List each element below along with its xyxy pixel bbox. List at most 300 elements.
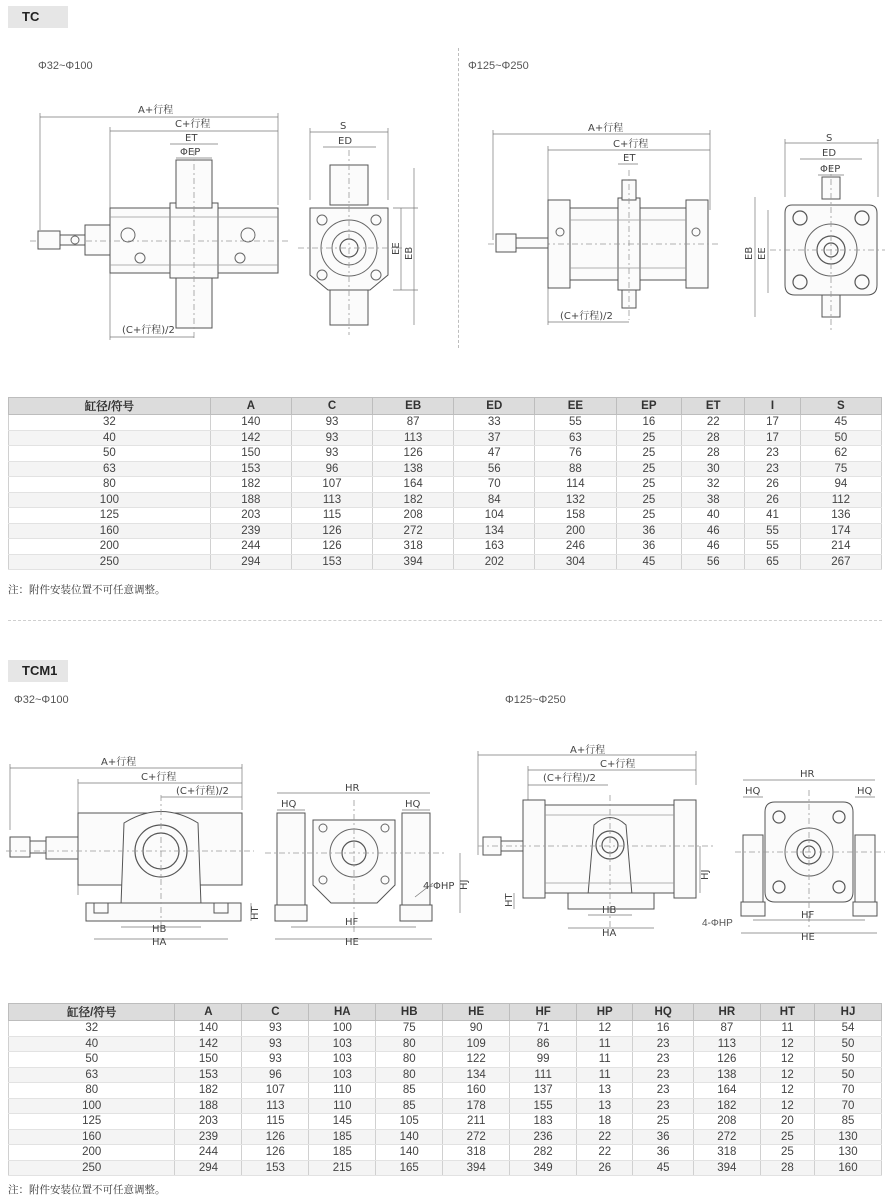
table-cell: 153 bbox=[175, 1067, 242, 1083]
table-row bbox=[9, 554, 882, 570]
table-cell: 75 bbox=[800, 461, 881, 477]
table-cell: 80 bbox=[9, 1083, 175, 1099]
table-cell: 103 bbox=[309, 1036, 376, 1052]
table-cell: 112 bbox=[800, 492, 881, 508]
dim-c-stroke-half-large: (C+行程)/2 bbox=[560, 311, 613, 322]
table-cell: 84 bbox=[454, 492, 535, 508]
table-cell: 16 bbox=[633, 1021, 694, 1037]
table-cell: 85 bbox=[815, 1114, 882, 1130]
table-cell: 214 bbox=[800, 539, 881, 555]
table-cell: 349 bbox=[510, 1160, 577, 1176]
table-cell: 40 bbox=[682, 508, 745, 524]
table-cell: 30 bbox=[682, 461, 745, 477]
tcm1-dim-c-stroke-half-large: (C+行程)/2 bbox=[543, 773, 596, 784]
table-cell: 185 bbox=[309, 1145, 376, 1161]
tc-small-end-view bbox=[298, 120, 428, 340]
table-row bbox=[9, 539, 882, 555]
tcm1-dim-c-stroke: C+行程 bbox=[141, 772, 177, 783]
table-cell: 25 bbox=[616, 477, 682, 493]
table-cell: 25 bbox=[616, 461, 682, 477]
table-cell: 25 bbox=[616, 492, 682, 508]
table-cell: 96 bbox=[242, 1067, 309, 1083]
table-cell: 182 bbox=[373, 492, 454, 508]
table-cell: 394 bbox=[373, 554, 454, 570]
table-cell: 76 bbox=[535, 446, 616, 462]
table-cell: 155 bbox=[510, 1098, 577, 1114]
table-cell: 32 bbox=[682, 477, 745, 493]
tcm1-dim-he: HE bbox=[345, 937, 359, 948]
table-row bbox=[9, 1036, 882, 1052]
table-header-cell: HA bbox=[309, 1004, 376, 1021]
table-cell: 110 bbox=[309, 1098, 376, 1114]
table-cell: 55 bbox=[535, 415, 616, 431]
table-cell: 122 bbox=[443, 1052, 510, 1068]
table-row bbox=[9, 1114, 882, 1130]
table-cell: 126 bbox=[373, 446, 454, 462]
table-cell: 104 bbox=[454, 508, 535, 524]
table-header-cell: EP bbox=[616, 398, 682, 415]
table-cell: 153 bbox=[291, 554, 372, 570]
table-cell: 250 bbox=[9, 554, 211, 570]
table-cell: 200 bbox=[9, 539, 211, 555]
table-cell: 23 bbox=[745, 446, 800, 462]
table-cell: 165 bbox=[376, 1160, 443, 1176]
table-row bbox=[9, 1021, 882, 1037]
table-cell: 126 bbox=[242, 1145, 309, 1161]
table-row bbox=[9, 461, 882, 477]
table-cell: 11 bbox=[577, 1052, 633, 1068]
table-header-cell: HT bbox=[760, 1004, 814, 1021]
table-cell: 93 bbox=[242, 1021, 309, 1037]
table-cell: 134 bbox=[454, 523, 535, 539]
dim-s-large: S bbox=[826, 133, 833, 144]
table-cell: 16 bbox=[616, 415, 682, 431]
table-row bbox=[9, 1145, 882, 1161]
dim-s: S bbox=[340, 121, 347, 132]
tcm1-large-side-view bbox=[478, 745, 718, 945]
table-cell: 85 bbox=[376, 1083, 443, 1099]
table-cell: 174 bbox=[800, 523, 881, 539]
table-header-cell: 缸径/符号 bbox=[9, 398, 211, 415]
table-cell: 142 bbox=[175, 1036, 242, 1052]
table-header-cell: EB bbox=[373, 398, 454, 415]
table-row bbox=[9, 1052, 882, 1068]
tcm1-dim-hf-large: HF bbox=[801, 910, 815, 921]
tcm1-dim-a-stroke: A+行程 bbox=[101, 757, 137, 768]
table-row bbox=[9, 446, 882, 462]
table-cell: 93 bbox=[291, 446, 372, 462]
table-cell: 272 bbox=[373, 523, 454, 539]
table-cell: 80 bbox=[376, 1036, 443, 1052]
table-cell: 28 bbox=[760, 1160, 814, 1176]
table-cell: 246 bbox=[535, 539, 616, 555]
table-cell: 22 bbox=[577, 1145, 633, 1161]
table-cell: 394 bbox=[693, 1160, 760, 1176]
table-cell: 45 bbox=[616, 554, 682, 570]
table-cell: 239 bbox=[210, 523, 291, 539]
table-cell: 11 bbox=[577, 1036, 633, 1052]
table-cell: 107 bbox=[291, 477, 372, 493]
dim-eb: EB bbox=[404, 246, 415, 260]
table-cell: 145 bbox=[309, 1114, 376, 1130]
table-cell: 12 bbox=[760, 1052, 814, 1068]
tc-spec-table bbox=[8, 397, 882, 570]
table-cell: 11 bbox=[760, 1021, 814, 1037]
tcm1-small-side-view bbox=[6, 755, 261, 955]
table-cell: 56 bbox=[454, 461, 535, 477]
table-cell: 160 bbox=[443, 1083, 510, 1099]
table-cell: 25 bbox=[616, 508, 682, 524]
dim-ed-large: ED bbox=[822, 148, 837, 159]
table-cell: 158 bbox=[535, 508, 616, 524]
table-row bbox=[9, 523, 882, 539]
table-cell: 87 bbox=[693, 1021, 760, 1037]
tcm1-dim-hp-large: 4-ΦHP bbox=[702, 918, 733, 929]
table-cell: 55 bbox=[745, 539, 800, 555]
table-cell: 160 bbox=[815, 1160, 882, 1176]
table-cell: 40 bbox=[9, 1036, 175, 1052]
table-cell: 137 bbox=[510, 1083, 577, 1099]
table-cell: 36 bbox=[616, 539, 682, 555]
table-cell: 70 bbox=[454, 477, 535, 493]
table-row bbox=[9, 477, 882, 493]
table-cell: 63 bbox=[9, 1067, 175, 1083]
table-cell: 113 bbox=[373, 430, 454, 446]
dim-ep: ΦEP bbox=[180, 147, 201, 158]
table-cell: 88 bbox=[535, 461, 616, 477]
table-cell: 80 bbox=[9, 477, 211, 493]
table-cell: 25 bbox=[760, 1129, 814, 1145]
dim-eb-large: EB bbox=[744, 246, 755, 260]
tc-large-side-view bbox=[488, 120, 718, 330]
table-cell: 93 bbox=[242, 1036, 309, 1052]
table-cell: 36 bbox=[616, 523, 682, 539]
table-cell: 45 bbox=[633, 1160, 694, 1176]
table-cell: 56 bbox=[682, 554, 745, 570]
tcm1-dim-ht-large: HT bbox=[504, 893, 515, 907]
table-cell: 87 bbox=[373, 415, 454, 431]
table-cell: 25 bbox=[616, 446, 682, 462]
table-cell: 50 bbox=[815, 1052, 882, 1068]
table-cell: 394 bbox=[443, 1160, 510, 1176]
table-header-cell: HJ bbox=[815, 1004, 882, 1021]
table-cell: 80 bbox=[376, 1052, 443, 1068]
table-cell: 85 bbox=[376, 1098, 443, 1114]
table-cell: 22 bbox=[577, 1129, 633, 1145]
table-cell: 50 bbox=[9, 446, 211, 462]
table-cell: 125 bbox=[9, 508, 211, 524]
table-header-cell: HP bbox=[577, 1004, 633, 1021]
table-cell: 125 bbox=[9, 1114, 175, 1130]
tcm1-small-end-view bbox=[265, 785, 480, 955]
tcm1-dim-hq: HQ bbox=[281, 799, 297, 810]
table-cell: 50 bbox=[815, 1036, 882, 1052]
table-cell: 50 bbox=[815, 1067, 882, 1083]
table-row bbox=[9, 492, 882, 508]
tcm1-range-label-large: Φ125~Φ250 bbox=[505, 694, 566, 706]
dim-c-stroke-half: (C+行程)/2 bbox=[122, 325, 175, 336]
table-cell: 32 bbox=[9, 1021, 175, 1037]
table-cell: 63 bbox=[9, 461, 211, 477]
table-cell: 140 bbox=[175, 1021, 242, 1037]
table-cell: 55 bbox=[745, 523, 800, 539]
table-cell: 62 bbox=[800, 446, 881, 462]
table-cell: 136 bbox=[800, 508, 881, 524]
tcm1-dim-hq-large-right: HQ bbox=[857, 786, 873, 797]
dim-et: ET bbox=[185, 133, 198, 144]
table-cell: 244 bbox=[175, 1145, 242, 1161]
divider-vertical bbox=[458, 48, 459, 348]
table-cell: 36 bbox=[633, 1129, 694, 1145]
range-label-large: Φ125~Φ250 bbox=[468, 60, 529, 72]
table-cell: 20 bbox=[760, 1114, 814, 1130]
table-cell: 267 bbox=[800, 554, 881, 570]
table-cell: 200 bbox=[535, 523, 616, 539]
table-cell: 23 bbox=[633, 1036, 694, 1052]
table-cell: 17 bbox=[745, 430, 800, 446]
table-cell: 37 bbox=[454, 430, 535, 446]
table-cell: 50 bbox=[9, 1052, 175, 1068]
divider-horizontal bbox=[8, 620, 882, 621]
table-cell: 45 bbox=[800, 415, 881, 431]
table-cell: 26 bbox=[745, 492, 800, 508]
table-cell: 115 bbox=[242, 1114, 309, 1130]
table-cell: 113 bbox=[693, 1036, 760, 1052]
table-cell: 109 bbox=[443, 1036, 510, 1052]
table-cell: 203 bbox=[210, 508, 291, 524]
table-cell: 40 bbox=[9, 430, 211, 446]
table-cell: 25 bbox=[760, 1145, 814, 1161]
table-cell: 138 bbox=[693, 1067, 760, 1083]
table-cell: 13 bbox=[577, 1098, 633, 1114]
table-cell: 65 bbox=[745, 554, 800, 570]
dim-ed: ED bbox=[338, 136, 353, 147]
table-cell: 75 bbox=[376, 1021, 443, 1037]
table-cell: 93 bbox=[242, 1052, 309, 1068]
table-header-cell: HQ bbox=[633, 1004, 694, 1021]
table-cell: 163 bbox=[454, 539, 535, 555]
range-label-small: Φ32~Φ100 bbox=[38, 60, 93, 72]
table-row bbox=[9, 1129, 882, 1145]
table-cell: 110 bbox=[309, 1083, 376, 1099]
table-cell: 13 bbox=[577, 1083, 633, 1099]
table-cell: 100 bbox=[309, 1021, 376, 1037]
table-header-cell: EE bbox=[535, 398, 616, 415]
table-cell: 38 bbox=[682, 492, 745, 508]
table-cell: 96 bbox=[291, 461, 372, 477]
tcm1-dim-c-stroke-large: C+行程 bbox=[600, 759, 636, 770]
section-title-tc: TC bbox=[8, 6, 68, 28]
tcm1-dim-hj-large: HJ bbox=[700, 869, 711, 880]
table-cell: 164 bbox=[373, 477, 454, 493]
dim-ee: EE bbox=[391, 242, 402, 255]
table-row bbox=[9, 1067, 882, 1083]
table-cell: 17 bbox=[745, 415, 800, 431]
table-cell: 80 bbox=[376, 1067, 443, 1083]
table-cell: 282 bbox=[510, 1145, 577, 1161]
table-cell: 93 bbox=[291, 415, 372, 431]
table-cell: 160 bbox=[9, 1129, 175, 1145]
tc-small-side-view bbox=[30, 95, 290, 345]
table-cell: 153 bbox=[242, 1160, 309, 1176]
dim-a-stroke: A+行程 bbox=[138, 105, 174, 116]
table-cell: 208 bbox=[693, 1114, 760, 1130]
tcm1-spec-table bbox=[8, 1003, 882, 1176]
table-header-cell: I bbox=[745, 398, 800, 415]
table-cell: 142 bbox=[210, 430, 291, 446]
table-header-cell: HB bbox=[376, 1004, 443, 1021]
table-cell: 28 bbox=[682, 446, 745, 462]
table-header-cell: A bbox=[210, 398, 291, 415]
table-header-cell: HR bbox=[693, 1004, 760, 1021]
table-cell: 46 bbox=[682, 539, 745, 555]
table-row bbox=[9, 1083, 882, 1099]
table-cell: 304 bbox=[535, 554, 616, 570]
table-cell: 12 bbox=[577, 1021, 633, 1037]
tcm1-dim-hq-large: HQ bbox=[745, 786, 761, 797]
dim-c-stroke: C+行程 bbox=[175, 119, 211, 130]
table-cell: 140 bbox=[376, 1145, 443, 1161]
dim-a-stroke-large: A+行程 bbox=[588, 123, 624, 134]
tc-large-end-view bbox=[740, 135, 885, 335]
table-cell: 140 bbox=[210, 415, 291, 431]
table-cell: 178 bbox=[443, 1098, 510, 1114]
table-row bbox=[9, 1098, 882, 1114]
table-cell: 103 bbox=[309, 1052, 376, 1068]
table-cell: 54 bbox=[815, 1021, 882, 1037]
table-cell: 126 bbox=[291, 539, 372, 555]
table-cell: 47 bbox=[454, 446, 535, 462]
table-cell: 12 bbox=[760, 1083, 814, 1099]
table-cell: 107 bbox=[242, 1083, 309, 1099]
table-cell: 71 bbox=[510, 1021, 577, 1037]
table-cell: 318 bbox=[443, 1145, 510, 1161]
table-cell: 22 bbox=[682, 415, 745, 431]
table-cell: 36 bbox=[633, 1145, 694, 1161]
tcm1-dim-hj: HJ bbox=[459, 879, 470, 890]
table-cell: 94 bbox=[800, 477, 881, 493]
table-cell: 208 bbox=[373, 508, 454, 524]
table-header-cell: S bbox=[800, 398, 881, 415]
table-cell: 294 bbox=[175, 1160, 242, 1176]
table-row bbox=[9, 1160, 882, 1176]
dim-c-stroke-large: C+行程 bbox=[613, 139, 649, 150]
table-cell: 23 bbox=[633, 1098, 694, 1114]
section-title-tcm1: TCM1 bbox=[8, 660, 68, 682]
table-cell: 182 bbox=[175, 1083, 242, 1099]
table-cell: 130 bbox=[815, 1145, 882, 1161]
tcm1-note: 注：附件安装位置不可任意调整。 bbox=[8, 1184, 166, 1196]
table-cell: 134 bbox=[443, 1067, 510, 1083]
table-cell: 46 bbox=[682, 523, 745, 539]
table-cell: 86 bbox=[510, 1036, 577, 1052]
table-header-cell: ET bbox=[682, 398, 745, 415]
table-header-cell: ED bbox=[454, 398, 535, 415]
table-cell: 132 bbox=[535, 492, 616, 508]
tcm1-dim-hp: 4-ΦHP bbox=[423, 881, 455, 892]
table-cell: 111 bbox=[510, 1067, 577, 1083]
table-cell: 93 bbox=[291, 430, 372, 446]
table-cell: 18 bbox=[577, 1114, 633, 1130]
table-cell: 202 bbox=[454, 554, 535, 570]
table-row bbox=[9, 430, 882, 446]
table-cell: 188 bbox=[175, 1098, 242, 1114]
table-header-cell: C bbox=[291, 398, 372, 415]
table-cell: 239 bbox=[175, 1129, 242, 1145]
table-cell: 272 bbox=[443, 1129, 510, 1145]
table-cell: 23 bbox=[745, 461, 800, 477]
table-cell: 26 bbox=[745, 477, 800, 493]
table-cell: 203 bbox=[175, 1114, 242, 1130]
table-cell: 11 bbox=[577, 1067, 633, 1083]
table-cell: 100 bbox=[9, 492, 211, 508]
table-cell: 23 bbox=[633, 1083, 694, 1099]
dim-ee-large: EE bbox=[757, 247, 768, 260]
table-header-cell: C bbox=[242, 1004, 309, 1021]
table-cell: 23 bbox=[633, 1067, 694, 1083]
tcm1-dim-hq-right: HQ bbox=[405, 799, 421, 810]
table-cell: 70 bbox=[815, 1083, 882, 1099]
table-cell: 63 bbox=[535, 430, 616, 446]
table-cell: 164 bbox=[693, 1083, 760, 1099]
table-cell: 25 bbox=[633, 1114, 694, 1130]
table-cell: 26 bbox=[577, 1160, 633, 1176]
dim-ep-large: ΦEP bbox=[820, 164, 841, 175]
table-cell: 130 bbox=[815, 1129, 882, 1145]
table-cell: 126 bbox=[242, 1129, 309, 1145]
table-cell: 23 bbox=[633, 1052, 694, 1068]
table-cell: 153 bbox=[210, 461, 291, 477]
table-cell: 211 bbox=[443, 1114, 510, 1130]
table-cell: 90 bbox=[443, 1021, 510, 1037]
tcm1-dim-ht: HT bbox=[250, 906, 261, 920]
table-cell: 113 bbox=[242, 1098, 309, 1114]
table-cell: 100 bbox=[9, 1098, 175, 1114]
tcm1-range-label-small: Φ32~Φ100 bbox=[14, 694, 69, 706]
table-header-cell: HF bbox=[510, 1004, 577, 1021]
table-cell: 318 bbox=[373, 539, 454, 555]
table-cell: 99 bbox=[510, 1052, 577, 1068]
tcm1-dim-hr: HR bbox=[345, 783, 360, 794]
table-cell: 140 bbox=[376, 1129, 443, 1145]
table-cell: 103 bbox=[309, 1067, 376, 1083]
table-cell: 12 bbox=[760, 1098, 814, 1114]
table-cell: 12 bbox=[760, 1067, 814, 1083]
table-cell: 294 bbox=[210, 554, 291, 570]
tcm1-dim-a-stroke-large: A+行程 bbox=[570, 745, 606, 756]
table-cell: 185 bbox=[309, 1129, 376, 1145]
table-cell: 114 bbox=[535, 477, 616, 493]
table-cell: 33 bbox=[454, 415, 535, 431]
table-cell: 250 bbox=[9, 1160, 175, 1176]
table-cell: 50 bbox=[800, 430, 881, 446]
table-cell: 188 bbox=[210, 492, 291, 508]
tcm1-dim-hr-large: HR bbox=[800, 769, 815, 780]
table-cell: 215 bbox=[309, 1160, 376, 1176]
table-cell: 28 bbox=[682, 430, 745, 446]
table-cell: 182 bbox=[210, 477, 291, 493]
tc-note: 注：附件安装位置不可任意调整。 bbox=[8, 584, 166, 596]
table-header-cell: 缸径/符号 bbox=[9, 1004, 175, 1021]
tcm1-dim-hf: HF bbox=[345, 917, 359, 928]
table-cell: 244 bbox=[210, 539, 291, 555]
table-cell: 183 bbox=[510, 1114, 577, 1130]
table-row bbox=[9, 415, 882, 431]
tcm1-dim-ha-large: HA bbox=[602, 928, 617, 939]
table-cell: 150 bbox=[175, 1052, 242, 1068]
table-cell: 12 bbox=[760, 1036, 814, 1052]
table-cell: 182 bbox=[693, 1098, 760, 1114]
